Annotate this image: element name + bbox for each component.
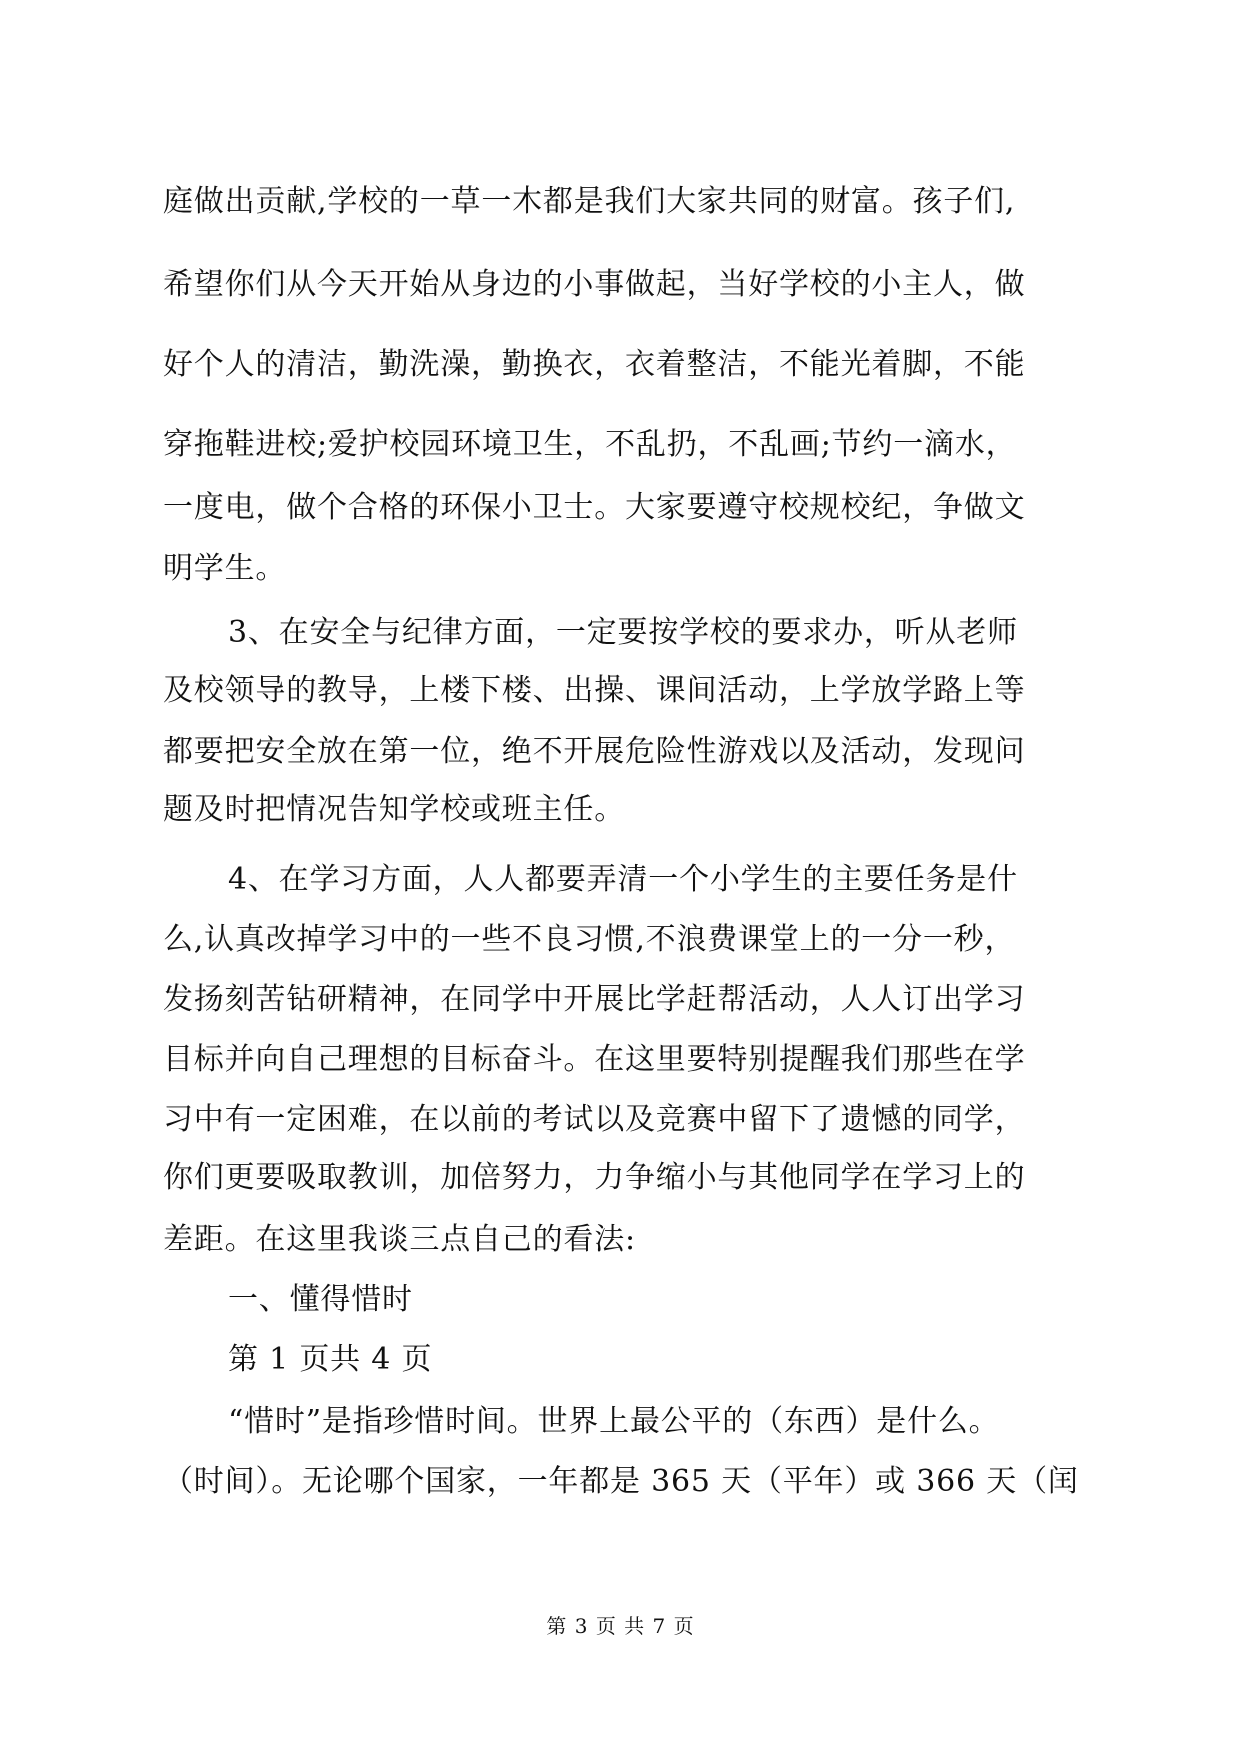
text-line: 目标并向自己理想的目标奋斗。在这里要特别提醒我们那些在学 <box>163 1042 1026 1077</box>
text-line: 一度电，做个合格的环保小卫士。大家要遵守校规校纪，争做文 <box>163 490 1026 525</box>
text-line: （时间）。无论哪个国家，一年都是 365 天（平年）或 366 天（闰 <box>163 1464 1079 1499</box>
text-line: 习中有一定困难，在以前的考试以及竞赛中留下了遗憾的同学， <box>163 1102 1026 1137</box>
text-line: 穿拖鞋进校;爱护校园环境卫生，不乱扔，不乱画;节约一滴水， <box>163 427 1017 462</box>
text-line: 庭做出贡献,学校的一草一木都是我们大家共同的财富。孩子们, <box>163 184 1016 219</box>
page-footer: 第 3 页 共 7 页 <box>546 1614 695 1638</box>
text-line: 好个人的清洁，勤洗澡，勤换衣，衣着整洁，不能光着脚，不能 <box>163 347 1026 382</box>
text-line: “惜时”是指珍惜时间。世界上最公平的（东西）是什么。 <box>228 1404 1000 1439</box>
text-line: 都要把安全放在第一位，绝不开展危险性游戏以及活动，发现问 <box>163 734 1026 769</box>
text-line: 发扬刻苦钻研精神，在同学中开展比学赶帮活动，人人订出学习 <box>163 982 1026 1017</box>
text-line: 及校领导的教导，上楼下楼、出操、课间活动，上学放学路上等 <box>163 673 1026 708</box>
text-line: 题及时把情况告知学校或班主任。 <box>163 792 625 827</box>
text-line: 希望你们从今天开始从身边的小事做起，当好学校的小主人，做 <box>163 267 1026 302</box>
text-line: 你们更要吸取教训，加倍努力，力争缩小与其他同学在学习上的 <box>163 1160 1026 1195</box>
text-line: 差距。在这里我谈三点自己的看法: <box>163 1222 636 1257</box>
text-line: 明学生。 <box>163 551 287 586</box>
section-heading: 一、懂得惜时 <box>228 1282 413 1317</box>
inline-page-marker: 第 1 页共 4 页 <box>228 1342 433 1377</box>
text-line: 4、在学习方面，人人都要弄清一个小学生的主要任务是什 <box>228 862 1018 897</box>
text-line: 3、在安全与纪律方面，一定要按学校的要求办，听从老师 <box>228 615 1018 650</box>
text-line: 么,认真改掉学习中的一些不良习惯,不浪费课堂上的一分一秒， <box>163 922 1016 957</box>
